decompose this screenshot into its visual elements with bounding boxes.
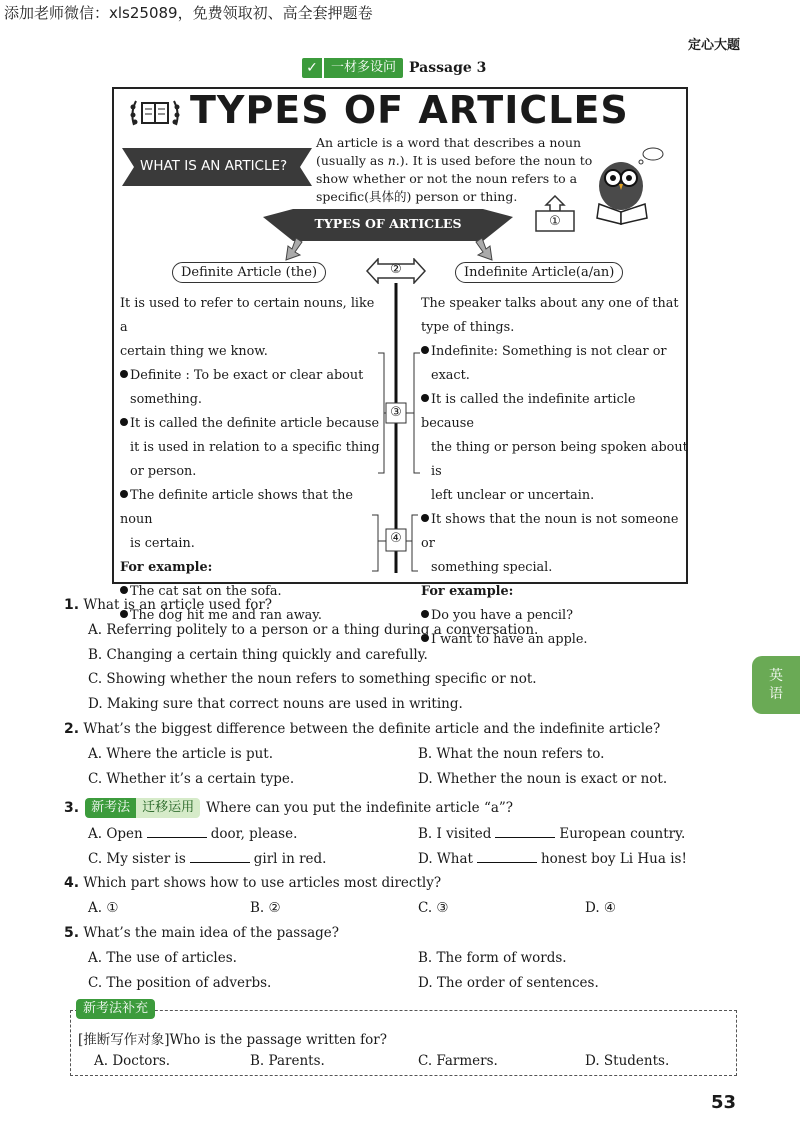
check-icon: ✓ [302, 58, 322, 78]
q1-option-c[interactable]: C. Showing whether the noun refers to something specific or not. [88, 671, 537, 687]
marker-4: ④ [390, 531, 402, 546]
supp-option-c[interactable]: C. Farmers. [418, 1053, 498, 1069]
blank-line [495, 825, 555, 838]
new-method-tag: 新考法 迁移运用 [85, 798, 200, 818]
column-line: The speaker talks about any one of that [421, 296, 679, 311]
owl-reading-icon [585, 146, 675, 226]
q5-option-d[interactable]: D. The order of sentences. [418, 975, 599, 991]
what-banner-label: WHAT IS AN ARTICLE? [140, 158, 288, 174]
tag-label: 一材多设问 [324, 58, 403, 78]
indefinite-heading: Indefinite Article(a/an) [455, 262, 623, 283]
q4-option-b[interactable]: B. ② [250, 900, 281, 916]
blank-line [190, 850, 250, 863]
column-line: It is used to refer to certain nouns, like a [120, 296, 375, 335]
column-line: The definite article shows that the noun [120, 488, 354, 527]
arrow-down-left-icon [282, 238, 306, 262]
column-line: something special. [431, 560, 553, 575]
question-1: 1. What is an article used for? [64, 597, 273, 613]
book-laurel-icon [128, 95, 182, 131]
column-line: Do you have a pencil? [421, 604, 689, 628]
q2-option-d[interactable]: D. Whether the noun is exact or not. [418, 771, 668, 787]
column-line: type of things. [421, 320, 515, 335]
question-4: 4. Which part shows how to use articles most directly? [64, 875, 442, 891]
column-line: I want to have an apple. [421, 628, 689, 652]
column-line: For example: [120, 560, 213, 575]
passage-label: Passage 3 [409, 60, 487, 76]
watermark-text: 添加老师微信：xls25089，免费领取初、高全套押题卷 [4, 4, 373, 22]
q1-option-a[interactable]: A. Referring politely to a person or a thing during a conversation. [88, 622, 539, 638]
q3-option-d[interactable]: D. What honest boy Li Hua is! [418, 851, 687, 867]
supp-option-d[interactable]: D. Students. [585, 1053, 670, 1069]
subject-tab: 英 语 [752, 656, 800, 714]
types-banner-label: TYPES OF ARTICLES [314, 216, 462, 231]
passage-tag [302, 58, 486, 78]
q1-option-d[interactable]: D. Making sure that correct nouns are used in writing. [88, 696, 463, 712]
supp-option-a[interactable]: A. Doctors. [94, 1053, 171, 1069]
column-line: The cat sat on the sofa. [120, 580, 382, 604]
column-line: left unclear or uncertain. [431, 488, 595, 503]
marker-3: ③ [390, 405, 402, 420]
supp-option-b[interactable]: B. Parents. [250, 1053, 325, 1069]
column-line: something. [130, 392, 202, 407]
column-line: it is used in relation to a specific thing [130, 440, 380, 455]
question-3: 3. 新考法 迁移运用 Where can you put the indefinite article “a”? [64, 800, 514, 816]
column-line: It shows that the noun is not someone or [421, 512, 679, 551]
q3-option-b[interactable]: B. I visited European country. [418, 826, 686, 842]
q3-option-c[interactable]: C. My sister is girl in red. [88, 851, 327, 867]
indefinite-column [421, 292, 689, 652]
column-line: exact. [431, 368, 470, 383]
definite-column [120, 292, 382, 628]
column-line: is certain. [130, 536, 195, 551]
arrow-down-right-icon [472, 238, 496, 262]
marker-1: ① [549, 214, 561, 229]
column-line: It is called the indefinite article because [421, 392, 636, 431]
question-5: 5. What’s the main idea of the passage? [64, 925, 340, 941]
marker-2: ② [390, 262, 402, 277]
q1-option-b[interactable]: B. Changing a certain thing quickly and carefully. [88, 647, 428, 663]
q5-option-b[interactable]: B. The form of words. [418, 950, 567, 966]
q4-option-a[interactable]: A. ① [88, 900, 119, 916]
q3-option-a[interactable]: A. Open door, please. [88, 826, 298, 842]
page-number: 53 [710, 1092, 736, 1113]
column-line: Definite : To be exact or clear about [120, 364, 382, 388]
blank-line [147, 825, 207, 838]
column-line: Indefinite: Something is not clear or [421, 340, 689, 364]
poster-title: TYPES OF ARTICLES [190, 88, 629, 132]
definite-heading: Definite Article (the) [172, 262, 326, 283]
column-line: The dog hit me and ran away. [120, 604, 382, 628]
column-line: or person. [130, 464, 197, 479]
q4-option-d[interactable]: D. ④ [585, 900, 617, 916]
blank-line [477, 850, 537, 863]
section-label: 定心大题 [687, 38, 740, 53]
column-line: It is called the definite article because [120, 412, 382, 436]
intro-text: An article is a word that describes a noun (usually as n.). It is used before the noun to show whether or not the noun refers to a specific(具体的) person or thing. [316, 135, 593, 204]
q2-option-c[interactable]: C. Whether it’s a certain type. [88, 771, 295, 787]
q2-option-a[interactable]: A. Where the article is put. [88, 746, 274, 762]
column-line: For example: [421, 584, 514, 599]
column-line: certain thing we know. [120, 344, 268, 359]
q5-option-c[interactable]: C. The position of adverbs. [88, 975, 272, 991]
supplement-question: [推断写作对象]Who is the passage written for? [78, 1032, 387, 1048]
q2-option-b[interactable]: B. What the noun refers to. [418, 746, 605, 762]
column-line: the thing or person being spoken about is [431, 440, 688, 479]
q5-option-a[interactable]: A. The use of articles. [88, 950, 237, 966]
supplement-tag: 新考法补充 [76, 999, 155, 1019]
q4-option-c[interactable]: C. ③ [418, 900, 449, 916]
question-2: 2. What’s the biggest difference between the definite article and the indefinite article? [64, 721, 661, 737]
